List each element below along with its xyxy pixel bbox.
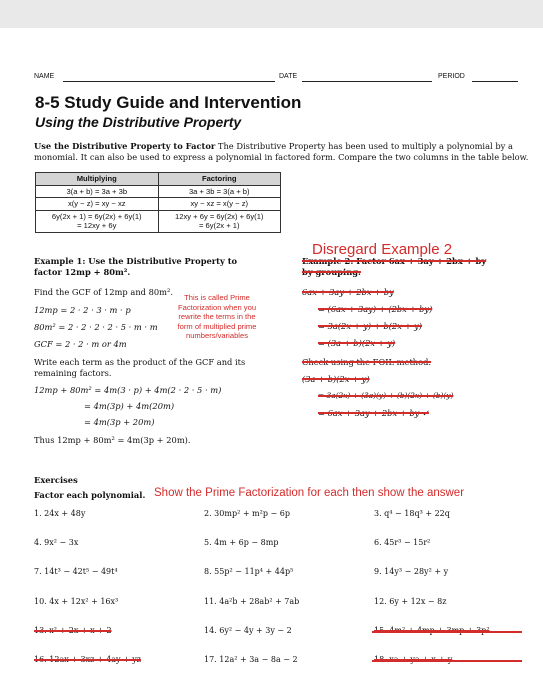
exercise-item: 10. 4x + 12x² + 16x³ [34,597,119,606]
exercise-item: 17. 12a² + 3a − 8a − 2 [204,655,298,664]
example2-line2: = (6ax + 3ay) + (2bx + by) [318,304,433,314]
example1-find: Find the GCF of 12mp and 80m². [34,287,174,297]
exercise-item: 11. 4a²b + 28ab² + 7ab [204,597,300,606]
prime-factorization-note [162,293,272,341]
worksheet-page [0,28,543,700]
exercise-item: 4. 9x² − 3x [34,538,79,547]
example2-check1: (3a + b)(2x + y) [302,374,370,384]
name-label: NAME [34,73,55,80]
example1-factor-12mp: 12mp = 2 · 2 · 3 · m · p [34,305,131,315]
example1-write [34,357,245,378]
table-row [36,185,281,198]
example1-step2: = 4m(3p) + 4m(20m) [84,401,175,411]
distributive-table [35,172,281,233]
table-cell: 6y(2x + 1) = 6y(2x) + 6y(1) = 12xy + 6y [36,210,159,232]
exercises-instruction: Factor each polynomial. [34,490,146,500]
table-cell: 12xy + 6y = 6y(2x) + 6y(1) = 6y(2x + 1) [158,210,281,232]
example1-gcf: GCF = 2 · 2 · m or 4m [34,339,127,349]
table-cell: x(y − z) = xy − xz [36,198,159,211]
page-subtitle: Using the Distributive Property [35,114,242,130]
exercise-item: 1. 24x + 48y [34,509,86,518]
table-row [36,198,281,211]
table-header: Multiplying [36,173,159,186]
example2-line3: = 3a(2x + y) + b(2x + y) [318,321,423,331]
note-line: rewrite the terms in the [178,312,256,322]
exercise-item-crossed: 16. 12ax + 3xz + 4ay + yz [34,655,142,664]
disregard-annotation: Disregard Example 2 [312,241,453,258]
example2-check: Check using the FOIL method. [302,357,432,367]
example1-heading-line2: factor 12mp + 80m². [34,266,131,277]
table-cell: xy − xz = x(y − z) [158,198,281,211]
exercises-heading: Exercises [34,475,78,485]
example2-line1: 6ax + 3ay + 2bx + by [302,287,394,297]
example2-check3: = 6ax + 3ay + 2bx + by ✓ [318,408,429,418]
exercise-item: 14. 6y² − 4y + 3y − 2 [204,626,292,635]
exercise-item: 8. 55p² − 11p⁴ + 44p⁵ [204,567,294,576]
exercise-item-crossed: 13. x² + 2x + x + 2 [34,626,112,635]
intro-heading: Use the Distributive Property to Factor [34,141,216,151]
example1-write-line1: Write each term as the product of the GCF and its [34,357,246,367]
example1-step1: 12mp + 80m² = 4m(3 · p) + 4m(2 · 2 · 5 · m) [34,385,222,395]
example1-step3: = 4m(3p + 20m) [84,417,155,427]
example1-write-line2: remaining factors. [34,367,112,378]
strike-line [372,660,522,662]
period-label: PERIOD [438,73,465,80]
exercise-item: 12. 6y + 12x − 8z [374,597,447,606]
period-line [472,81,518,82]
table-cell: 3(a + b) = 3a + 3b [36,185,159,198]
name-line [63,81,275,82]
strike-line [372,631,522,633]
note-line: This is called Prime [184,293,250,302]
table-row [36,210,281,232]
example2-heading-line2: by grouping. [302,266,361,277]
page-title: 8-5 Study Guide and Intervention [35,93,302,112]
exercise-item: 6. 45r³ − 15r² [374,538,431,547]
note-line: Factorization when you [177,302,257,312]
date-label: DATE [279,73,298,80]
example2-check2: = 3a(2x) + (3a)(y) + (b)(2x) + (b)(y) [318,391,454,400]
exercise-item: 5. 4m + 6p − 8mp [204,538,279,547]
intro-paragraph [34,141,529,162]
exercise-item: 7. 14t³ − 42t⁵ − 49t⁴ [34,567,118,576]
table-header: Factoring [158,173,281,186]
table-cell: 3a + 3b = 3(a + b) [158,185,281,198]
intro-text-1: The Distributive Property has been used to multiply a polynomial by a [215,141,513,151]
exercise-item: 3. q⁴ − 18q³ + 22q [374,509,450,518]
example2-heading [302,256,486,277]
exercise-item: 2. 30mp² + m²p − 6p [204,509,290,518]
note-line: numbers/variables [185,331,249,341]
example1-heading [34,256,237,277]
note-line: form of multiplied prime [177,321,257,331]
example1-heading-line1: Example 1: Use the Distributive Property to [34,256,238,266]
exercise-item: 9. 14y³ − 28y² + y [374,567,449,576]
exercises-annotation: Show the Prime Factorization for each then show the answer [154,487,465,499]
example2-heading-line1: Example 2: Factor 6ax + 3ay + 2bx + by [302,256,487,266]
intro-text-2: monomial. It can also be used to express a polynomial in factored form. Compare the two columns in the table below. [34,151,529,162]
example2-line4: = (3a + b)(2x + y) [318,338,396,348]
example1-conclusion: Thus 12mp + 80m² = 4m(3p + 20m). [34,435,191,445]
date-line [302,81,432,82]
table-header-row [36,173,281,186]
example1-factor-80m2: 80m² = 2 · 2 · 2 · 2 · 5 · m · m [34,322,158,332]
